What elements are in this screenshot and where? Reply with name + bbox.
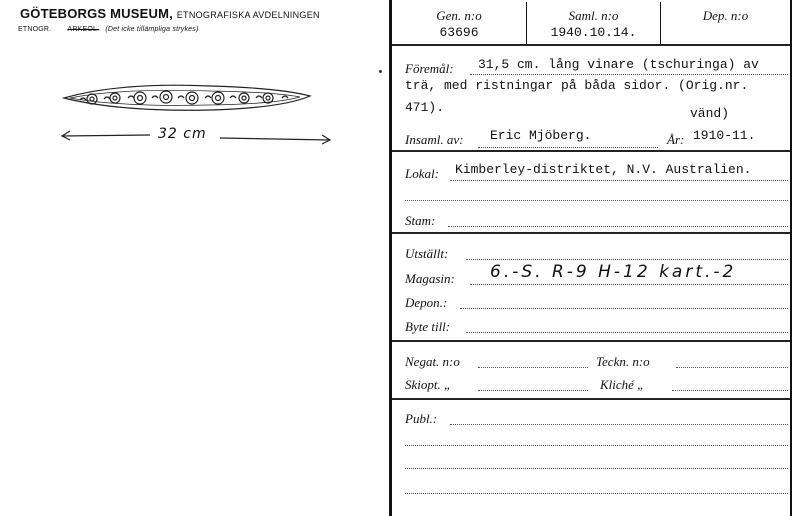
saml-value: 1940.10.14. bbox=[550, 25, 637, 40]
foremal-label: Föremål: bbox=[405, 61, 454, 76]
skiopt-label: Skiopt. „ bbox=[405, 377, 452, 392]
rule-insaml bbox=[392, 150, 790, 152]
dotline bbox=[478, 367, 588, 368]
dotline bbox=[478, 147, 658, 148]
card-left-border bbox=[389, 0, 392, 516]
dotline bbox=[405, 200, 788, 201]
foremal-vand: vänd) bbox=[690, 106, 730, 121]
department-name: ETNOGRAFISKA AVDELNINGEN bbox=[176, 10, 320, 20]
negat-label: Negat. n:o bbox=[405, 354, 460, 369]
card-right-border bbox=[790, 0, 792, 516]
lokal-label: Lokal: bbox=[405, 166, 439, 181]
dotline bbox=[405, 493, 788, 494]
dotline bbox=[478, 390, 588, 391]
category-line bbox=[18, 26, 199, 33]
dotline bbox=[672, 390, 788, 391]
dotline bbox=[450, 424, 788, 425]
dotline bbox=[450, 180, 788, 181]
foremal-line1: 31,5 cm. lång vinare (tschuringa) av bbox=[478, 57, 759, 72]
dot-mark bbox=[379, 70, 382, 73]
publ-label: Publ.: bbox=[405, 411, 438, 426]
dotline bbox=[470, 284, 788, 285]
rule-skiopt bbox=[392, 398, 790, 400]
rule-byte bbox=[392, 340, 790, 342]
etnogr-label: ETNOGR. bbox=[18, 26, 52, 33]
magasin-label: Magasin: bbox=[405, 271, 455, 286]
saml-label: Saml. n:o bbox=[568, 8, 619, 23]
dotline bbox=[460, 308, 788, 309]
tjuringa-sketch bbox=[64, 85, 310, 110]
kliche-label: Kliché „ bbox=[600, 377, 645, 392]
byte-label: Byte till: bbox=[405, 319, 451, 334]
measure-label: 32 cm bbox=[158, 126, 207, 142]
gen-value: 63696 bbox=[439, 25, 479, 40]
museum-name: GÖTEBORGS MUSEUM, bbox=[20, 6, 173, 21]
ar-label: År: bbox=[667, 132, 685, 147]
dotline bbox=[405, 445, 788, 446]
dotline bbox=[676, 367, 788, 368]
utstallt-label: Utställt: bbox=[405, 246, 449, 261]
foremal-line2: trä, med ristningar på båda sidor. (Orig.nr. bbox=[405, 78, 749, 93]
dotline bbox=[466, 332, 788, 333]
dotline bbox=[405, 468, 788, 469]
stam-label: Stam: bbox=[405, 213, 436, 228]
rule-top bbox=[392, 44, 790, 46]
dotline bbox=[448, 226, 788, 227]
insaml-label: Insaml. av: bbox=[405, 132, 464, 147]
insaml-value: Eric Mjöberg. bbox=[490, 128, 592, 143]
strike-note: (Det icke tillämpliga strykes) bbox=[105, 26, 199, 33]
arkeol-label: ARKEOL. bbox=[67, 26, 100, 33]
museum-title bbox=[20, 6, 320, 21]
foremal-line3: 471). bbox=[405, 100, 445, 115]
rule-stam bbox=[392, 232, 790, 234]
dotline bbox=[470, 74, 788, 75]
teckn-label: Teckn. n:o bbox=[596, 354, 650, 369]
dotline bbox=[466, 259, 788, 260]
gen-label: Gen. n:o bbox=[436, 8, 482, 23]
depon-label: Depon.: bbox=[405, 295, 448, 310]
magasin-value: 6.-S. R-9 H-12 kart.-2 bbox=[490, 262, 737, 282]
ar-value: 1910-11. bbox=[693, 128, 756, 143]
lokal-value: Kimberley-distriktet, N.V. Australien. bbox=[455, 162, 752, 177]
dep-label: Dep. n:o bbox=[702, 8, 749, 23]
